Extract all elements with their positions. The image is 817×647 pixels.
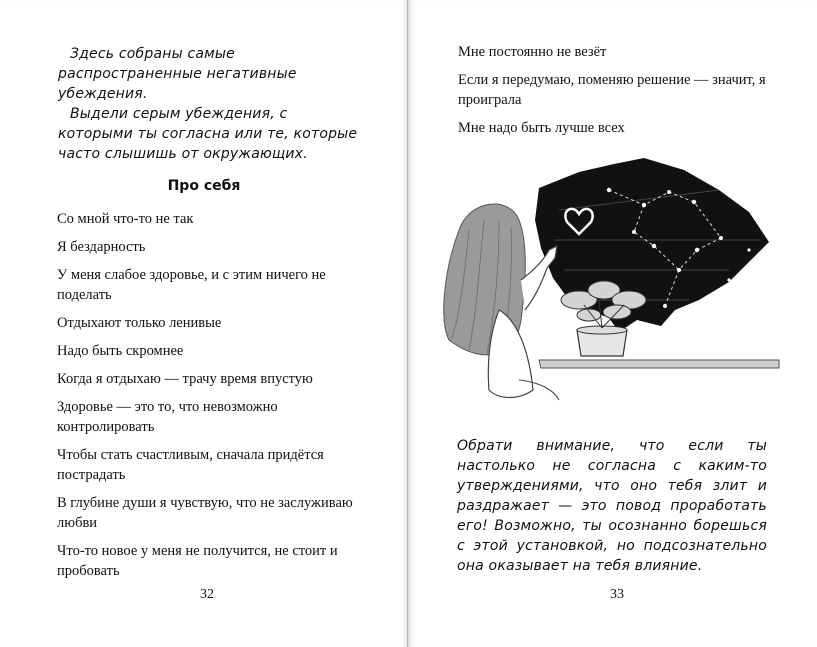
belief-item: У меня слабое здоровье, и с этим ничего не поделать — [57, 267, 326, 303]
shelf — [539, 360, 779, 368]
right-page — [409, 0, 817, 647]
belief-item: Мне постоянно не везёт — [458, 44, 607, 60]
belief-item: Если я передумаю, поменяю решение — значит, я проиграла — [458, 72, 766, 108]
belief-item: Отдыхают только ленивые — [57, 315, 222, 331]
belief-item: Чтобы стать счастливым, сначала придётся пострадать — [57, 447, 324, 483]
intro-line: Выдели серым убеждения, с которыми ты согласна или те, которые часто слышишь от окружающих. — [58, 106, 358, 162]
belief-item: Когда я отдыхаю — трачу время впустую — [57, 371, 313, 387]
belief-item: Я бездарность — [57, 239, 146, 255]
belief-item: Мне надо быть лучше всех — [458, 120, 625, 136]
intro-text — [58, 44, 358, 164]
left-page — [0, 0, 408, 647]
belief-item: Со мной что-то не так — [57, 211, 194, 227]
section-heading: Про себя — [167, 178, 241, 194]
girl-with-night-sky-illustration — [429, 150, 799, 420]
beliefs-list — [458, 42, 768, 146]
belief-item: Здоровье — это то, что невозможно контролировать — [57, 399, 278, 435]
belief-item: Что-то новое у меня не получится, не стоит и пробовать — [57, 543, 338, 579]
note-text — [457, 436, 767, 576]
note-paragraph: Обрати внимание, что если ты настолько не согласна с каким-то утверждениями, что оно тебя злит и раздражает — это повод проработать его! Возможно, ты осознанно борешься с этой установкой, но подсознательно она оказывает на тебя влияние. — [457, 438, 767, 574]
belief-item: В глубине души я чувствую, что не заслуживаю любви — [57, 495, 353, 531]
page-number: 33 — [610, 587, 624, 602]
belief-item: Надо быть скромнее — [57, 343, 184, 359]
intro-line: Здесь собраны самые распространенные негативные убеждения. — [58, 46, 297, 102]
beliefs-list — [57, 209, 362, 589]
page-number: 32 — [200, 587, 214, 602]
